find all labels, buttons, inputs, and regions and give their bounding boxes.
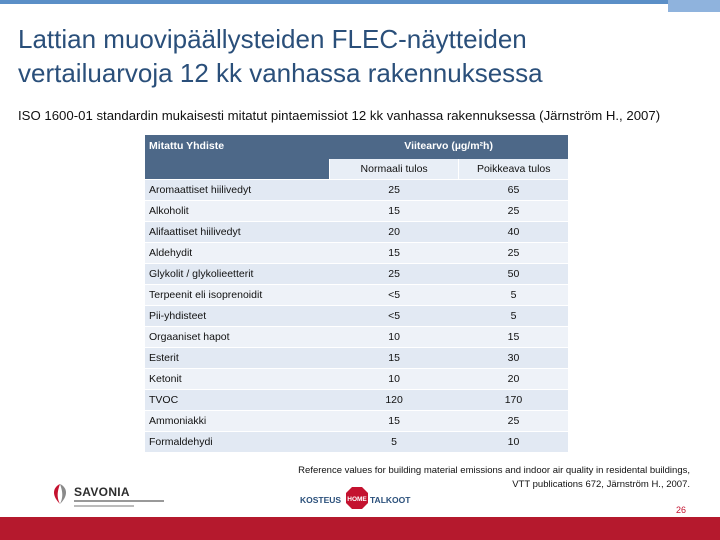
compound-name-cell: Ketonit [145, 368, 329, 389]
table-row [145, 305, 568, 326]
normal-value-cell: 20 [329, 221, 459, 242]
top-accent-block [668, 0, 720, 12]
table-row [145, 284, 568, 305]
abnormal-value-cell: 15 [459, 326, 568, 347]
savonia-tagline-bar-2 [74, 505, 134, 507]
table-row [145, 389, 568, 410]
normal-value-cell: 10 [329, 368, 459, 389]
savonia-tagline-bar [74, 500, 164, 502]
compound-name-cell: Aldehydit [145, 242, 329, 263]
table-row [145, 431, 568, 452]
table-row [145, 326, 568, 347]
slide-subtitle: ISO 1600-01 standardin mukaisesti mitatut pintaemissiot 12 kk vanhassa rakennuksessa (Järnström H., 2007) [18, 108, 661, 123]
slide-title-line-1: Lattian muovipäällysteiden FLEC-näytteiden [18, 24, 527, 54]
abnormal-value-cell: 25 [459, 200, 568, 221]
slide-title [18, 22, 708, 90]
top-accent-rule [0, 0, 720, 4]
normal-value-cell: <5 [329, 284, 459, 305]
compound-name-cell: Formaldehydi [145, 431, 329, 452]
reference-line-2: VTT publications 672, Järnström H., 2007. [512, 479, 690, 490]
abnormal-value-cell: 5 [459, 305, 568, 326]
header-normal-result: Normaali tulos [329, 159, 459, 179]
normal-value-cell: 15 [329, 410, 459, 431]
normal-value-cell: 15 [329, 347, 459, 368]
compound-name-cell: Terpeenit eli isoprenoidit [145, 284, 329, 305]
compound-name-cell: Alkoholit [145, 200, 329, 221]
savonia-logo [48, 482, 158, 514]
abnormal-value-cell: 40 [459, 221, 568, 242]
normal-value-cell: 15 [329, 242, 459, 263]
abnormal-value-cell: 65 [459, 179, 568, 200]
page-number: 26 [676, 505, 687, 515]
compound-name-cell: Ammoniakki [145, 410, 329, 431]
compound-name-cell: TVOC [145, 389, 329, 410]
kosteus-home-talkoot-logo [300, 485, 411, 513]
abnormal-value-cell: 10 [459, 431, 568, 452]
table-row [145, 179, 568, 200]
header-abnormal-result: Poikkeava tulos [459, 159, 568, 179]
savonia-wordmark: SAVONIA [74, 485, 130, 499]
abnormal-value-cell: 25 [459, 410, 568, 431]
compound-name-cell: Orgaaniset hapot [145, 326, 329, 347]
table-row [145, 200, 568, 221]
normal-value-cell: 5 [329, 431, 459, 452]
reference-line-1: Reference values for building material emissions and indoor air quality in residental buildings, [298, 465, 690, 476]
slide-title-line-2: vertailuarvoja 12 kk vanhassa rakennuksessa [18, 58, 543, 88]
normal-value-cell: 25 [329, 263, 459, 284]
compound-name-cell: Aromaattiset hiilivedyt [145, 179, 329, 200]
compound-name-cell: Alifaattiset hiilivedyt [145, 221, 329, 242]
header-compound: Mitattu Yhdiste [145, 135, 329, 179]
kosteus-logo-right-text: TALKOOT [370, 495, 411, 505]
header-reference-value: Viitearvo (µg/m²h) [329, 135, 568, 159]
abnormal-value-cell: 50 [459, 263, 568, 284]
abnormal-value-cell: 20 [459, 368, 568, 389]
compound-name-cell: Glykolit / glykolieetterit [145, 263, 329, 284]
table-row [145, 347, 568, 368]
normal-value-cell: 25 [329, 179, 459, 200]
table-row [145, 221, 568, 242]
normal-value-cell: 120 [329, 389, 459, 410]
abnormal-value-cell: 170 [459, 389, 568, 410]
table-row [145, 263, 568, 284]
table-body [145, 179, 568, 452]
savonia-mark-icon [48, 482, 72, 506]
table-row [145, 410, 568, 431]
table-row [145, 242, 568, 263]
reference-values-table [145, 135, 568, 452]
kosteus-logo-left-text: KOSTEUS [300, 495, 342, 505]
compound-name-cell: Esterit [145, 347, 329, 368]
normal-value-cell: <5 [329, 305, 459, 326]
abnormal-value-cell: 30 [459, 347, 568, 368]
kosteus-logo-mid-text: HOME [347, 496, 367, 503]
normal-value-cell: 10 [329, 326, 459, 347]
compound-name-cell: Pii-yhdisteet [145, 305, 329, 326]
footer-band [0, 517, 720, 540]
abnormal-value-cell: 5 [459, 284, 568, 305]
normal-value-cell: 15 [329, 200, 459, 221]
abnormal-value-cell: 25 [459, 242, 568, 263]
table-row [145, 368, 568, 389]
